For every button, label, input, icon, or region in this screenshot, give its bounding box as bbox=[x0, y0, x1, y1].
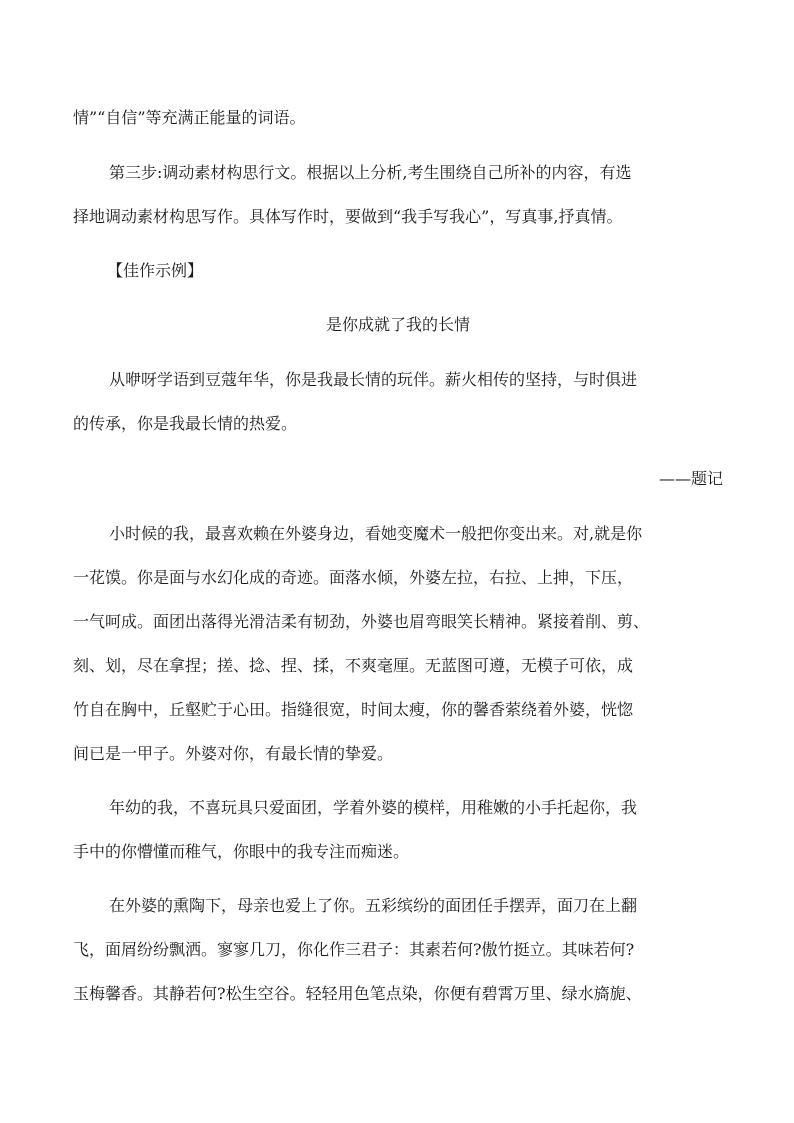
section-heading: 【佳作示例】 bbox=[107, 261, 204, 280]
paragraph-1-line-5: 竹自在胸中，丘壑贮于心田。指缝很宽，时间太瘦，你的馨香萦绕着外婆，恍惚 bbox=[73, 700, 634, 719]
step-three-line-1: 第三步:调动素材构思行文。根据以上分析,考生围绕自己所补的内容，有选 bbox=[109, 163, 632, 182]
continuation-line: 情”“自信”等充满正能量的词语。 bbox=[73, 108, 306, 127]
paragraph-1-line-3: 一气呵成。面团出落得光滑洁柔有韧劲，外婆也眉弯眼笑长精神。紧接着削、剪、 bbox=[73, 612, 650, 631]
paragraph-3-line-1: 在外婆的熏陶下，母亲也爱上了你。五彩缤纷的面团任手摆弄，面刀在上翻 bbox=[109, 896, 638, 915]
paragraph-1-line-6: 间已是一甲子。外婆对你，有最长情的挚爱。 bbox=[73, 744, 394, 763]
step-three-line-2: 择地调动素材构思写作。具体写作时，要做到“我手写我心”，写真事,抒真情。 bbox=[73, 207, 623, 226]
epigraph-line-1: 从咿呀学语到豆蔻年华，你是我最长情的玩伴。薪火相传的坚持，与时俱进 bbox=[109, 370, 638, 389]
paragraph-3-line-3: 玉梅馨香。其静若何?松生空谷。轻轻用色笔点染，你便有碧霄万里、绿水旖旎、 bbox=[73, 984, 642, 1003]
paragraph-2-line-1: 年幼的我，不喜玩具只爱面团，学着外婆的模样，用稚嫩的小手托起你，我 bbox=[109, 798, 638, 817]
paragraph-1-line-2: 一花馍。你是面与水幻化成的奇迹。面落水倾，外婆左拉，右拉、上抻，下压， bbox=[73, 568, 634, 587]
epigraph-attribution: ——题记 bbox=[658, 469, 723, 488]
paragraph-1-line-1: 小时候的我，最喜欢赖在外婆身边，看她变魔术一般把你变出来。对,就是你 bbox=[109, 524, 643, 543]
essay-title: 是你成就了我的长情 bbox=[325, 315, 470, 334]
paragraph-2-line-2: 手中的你懵懂而稚气，你眼中的我专注而痴迷。 bbox=[73, 842, 410, 861]
paragraph-3-line-2: 飞，面屑纷纷飘洒。寥寥几刀，你化作三君子：其素若何?傲竹挺立。其味若何? bbox=[73, 940, 635, 959]
paragraph-1-line-4: 刻、划，尽在拿捏；搓、捻、捏、揉，不爽毫厘。无蓝图可遵，无模子可依，成 bbox=[73, 656, 634, 675]
epigraph-line-2: 的传承，你是我最长情的热爱。 bbox=[73, 414, 298, 433]
